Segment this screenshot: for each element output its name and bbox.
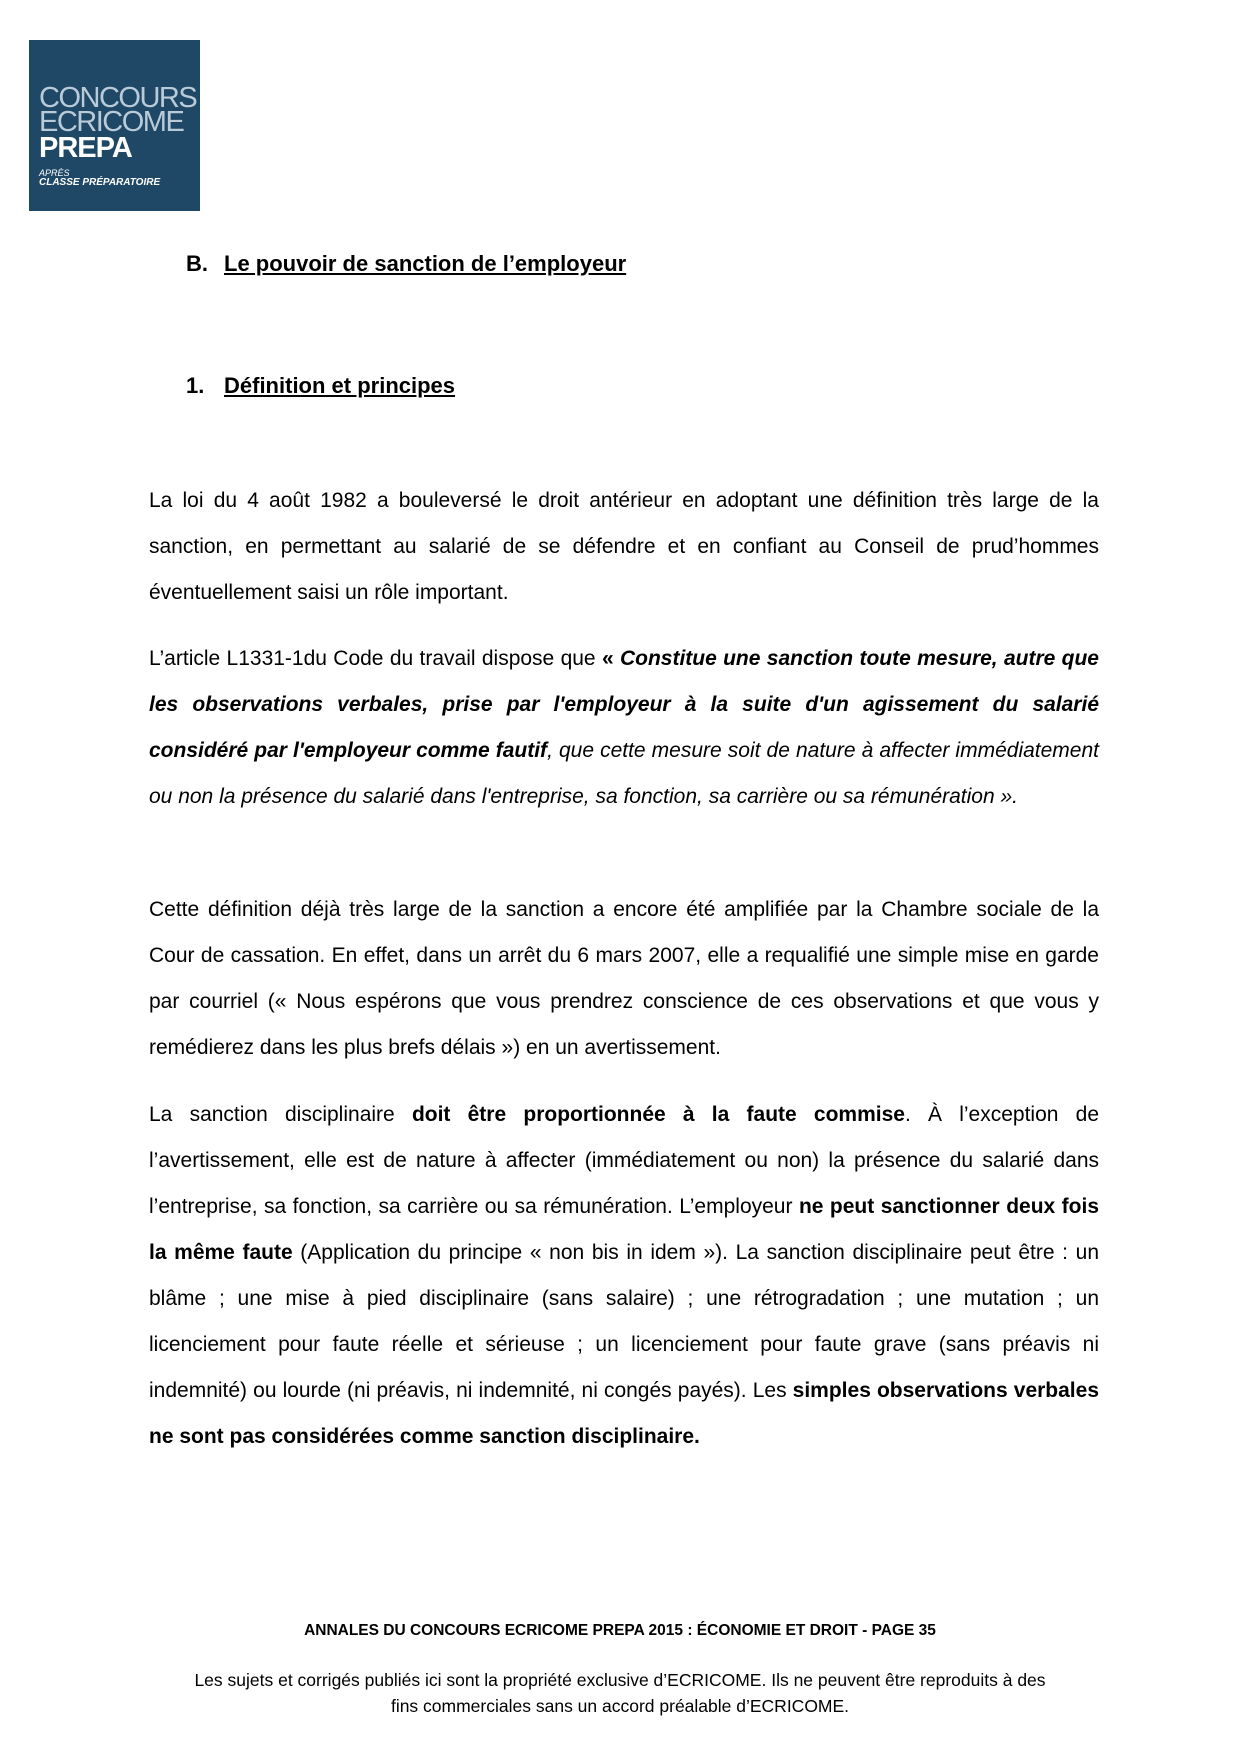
logo-line-ecricome: ECRICOME — [39, 106, 184, 138]
logo-line-classe-preparatoire: CLASSE PRÉPARATOIRE — [39, 177, 161, 188]
paragraph-cour-cassation: Cette définition déjà très large de la sanction a encore été amplifiée par la Chambre sociale de la Cour de cassation. En effet, dans un arrêt du 6 mars 2007, elle a requalifié une simple mise en garde par courriel (« Nous espérons que vous prendrez conscience de ces observations et que vous y remédierez dans les plus brefs délais ») en un avertissement. — [149, 898, 1099, 1059]
footer-copyright-note — [150, 1667, 1090, 1719]
section-1-heading — [186, 372, 455, 400]
paragraph-article-l1331 — [149, 636, 1099, 820]
article-quote-italic: , que cette mesure soit de nature à affecter immédiatement ou non la présence du salarié dans l'entreprise, sa fonction, sa carrière ou sa rémunération ». — [149, 739, 1099, 808]
article-quote-bold: Constitue une sanction toute mesure, autre que les observations verbales, prise par l'employeur à la suite d'un agissement du salarié considéré par l'employeur comme fautif — [149, 647, 1099, 762]
sanction-bold-3: simples observations verbales ne sont pas considérées comme sanction disciplinaire. — [149, 1379, 1099, 1448]
footer-note-line-2: fins commerciales sans un accord préalable d’ECRICOME. — [390, 1696, 850, 1716]
article-intro: L’article L1331-1du Code du travail dispose que — [149, 647, 602, 670]
section-1-number: 1. — [186, 373, 205, 398]
sanction-text-2: . À l’exception de l’avertissement, elle est de nature à affecter (immédiatement ou non) la présence du salarié dans l’entreprise, sa fonction, sa carrière ou sa rémunération. L’employeur — [149, 1103, 1100, 1218]
section-b-heading — [186, 250, 626, 278]
ecricome-logo — [29, 40, 200, 211]
sanction-bold-2: ne peut sanctionner deux fois la même faute — [149, 1195, 1099, 1264]
paragraph-sanction-disciplinaire — [149, 1092, 1099, 1460]
article-open-quote: « — [601, 647, 620, 670]
sanction-text-1: La sanction disciplinaire — [149, 1103, 412, 1126]
footer-note-line-1: Les sujets et corrigés publiés ici sont la propriété exclusive d’ECRICOME. Ils ne peuvent être reproduits à des — [194, 1670, 1046, 1690]
sanction-bold-1: doit être proportionnée à la faute commise — [411, 1103, 905, 1126]
sanction-text-3: (Application du principe « non bis in idem »). La sanction disciplinaire peut être : un blâme ; une mise à pied disciplinaire (sans salaire) ; une rétrogradation ; une mutation ; un licenciement pour faute réelle et sérieuse ; un licenciement pour faute grave (sans préavis ni indemnité) ou lourde (ni préavis, ni indemnité, ni congés payés). Les — [149, 1241, 1099, 1402]
logo-line-concours: CONCOURS — [39, 82, 197, 114]
section-b-title: Le pouvoir de sanction de l’employeur — [224, 251, 627, 276]
logo-line-apres: APRÈS — [39, 168, 70, 178]
footer-title: ANNALES DU CONCOURS ECRICOME PREPA 2015 : ÉCONOMIE ET DROIT - PAGE 35 — [304, 1622, 936, 1639]
section-1-title: Définition et principes — [224, 373, 456, 398]
logo-line-prepa: PREPA — [39, 132, 132, 164]
section-b-number: B. — [186, 251, 208, 276]
paragraph-loi-1982: La loi du 4 août 1982 a bouleversé le droit antérieur en adoptant une définition très large de la sanction, en permettant au salarié de se défendre et en confiant au Conseil de prud’hommes éventuellement saisi un rôle important. — [149, 489, 1099, 604]
